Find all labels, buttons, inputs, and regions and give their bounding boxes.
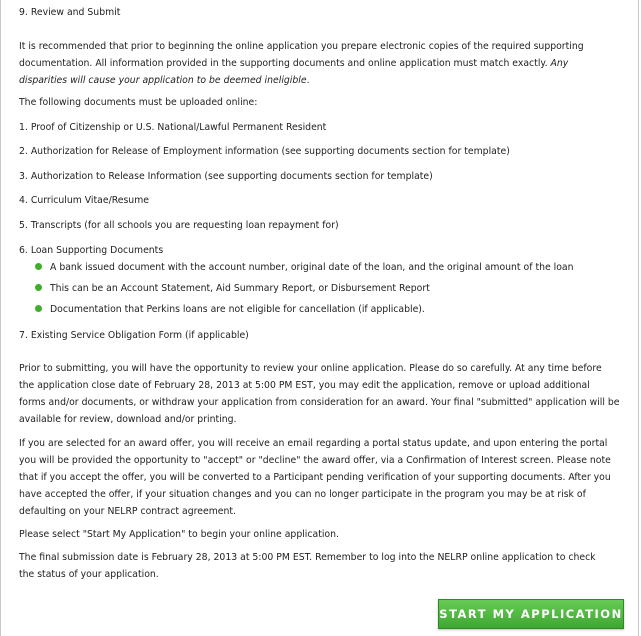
review-paragraph: Prior to submitting, you will have the opportunity to review your online application. Please do so carefully. At any time before the application close date of February 28, 2013 at 5:00 PM EST, you may edit the application, remove or upload additional forms and/or documents, or withdraw your application from consideration for an award. Your final "submitted" application will be available for review, download and/or printing. <box>19 363 620 425</box>
select-instruction: Please select "Start My Application" to begin your online application. <box>19 529 339 540</box>
bullet-icon <box>35 305 42 312</box>
documents-heading: The following documents must be uploaded online: <box>19 97 258 108</box>
intro-paragraph: It is recommended that prior to beginning the online application you prepare electronic copies of the required supporting documentation. All information provided in the supporting documents and online application must match exactly. Any disparities will cause your application to be deemed ineligible. <box>19 41 584 86</box>
document-item: 5. Transcripts (for all schools you are requesting loan repayment for) <box>19 220 339 231</box>
step-review-submit: 9. Review and Submit <box>19 7 121 18</box>
award-paragraph: If you are selected for an award offer, you will receive an email regarding a portal status update, and upon entering the portal you will be provided the opportunity to "accept" or "decline" the award offer, via a Confirmation of Interest screen. Please note that if you accept the offer, you will be converted to a Participant pending verification of your supporting documents. After you have accepted the offer, if your situation changes and you can no longer participate in the program you may be at risk of defaulting on your NELRP contract agreement. <box>19 438 611 517</box>
start-my-application-button[interactable]: START MY APPLICATION <box>438 599 624 629</box>
document-item: 4. Curriculum Vitae/Resume <box>19 195 149 206</box>
bullet-icon <box>35 263 42 270</box>
loan-bullet-item: Documentation that Perkins loans are not eligible for cancellation (if applicable). <box>35 304 425 316</box>
final-paragraph: The final submission date is February 28, 2013 at 5:00 PM EST. Remember to log into the NELRP online application to check the status of your application. <box>19 552 596 580</box>
loan-bullet-item: A bank issued document with the account number, original date of the loan, and the original amount of the loan <box>35 262 574 274</box>
bullet-icon <box>35 284 42 291</box>
document-item: 3. Authorization to Release Information (see supporting documents section for template) <box>19 171 433 182</box>
loan-bullet-item: This can be an Account Statement, Aid Summary Report, or Disbursement Report <box>35 283 430 295</box>
document-item: 2. Authorization for Release of Employment information (see supporting documents section for template) <box>19 146 510 157</box>
document-item: 1. Proof of Citizenship or U.S. National/Lawful Permanent Resident <box>19 122 327 133</box>
document-item: 6. Loan Supporting Documents <box>19 245 164 256</box>
document-item: 7. Existing Service Obligation Form (if applicable) <box>19 330 249 341</box>
